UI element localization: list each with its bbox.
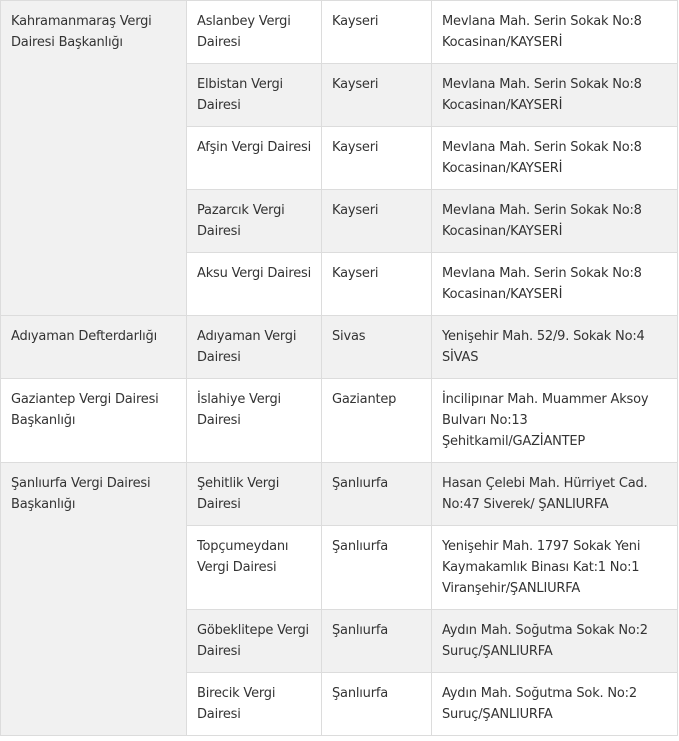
city-cell: Şanlıurfa bbox=[322, 673, 432, 736]
city-cell: Gaziantep bbox=[322, 379, 432, 463]
address-cell: Mevlana Mah. Serin Sokak No:8 Kocasinan/KAYSERİ bbox=[432, 190, 678, 253]
group-cell: Gaziantep Vergi Dairesi Başkanlığı bbox=[1, 379, 187, 463]
office-cell: Topçumeydanı Vergi Dairesi bbox=[187, 526, 322, 610]
address-cell: Hasan Çelebi Mah. Hürriyet Cad. No:47 Siverek/ ŞANLIURFA bbox=[432, 463, 678, 526]
address-cell: Mevlana Mah. Serin Sokak No:8 Kocasinan/KAYSERİ bbox=[432, 127, 678, 190]
office-cell: Şehitlik Vergi Dairesi bbox=[187, 463, 322, 526]
group-cell: Kahramanmaraş Vergi Dairesi Başkanlığı bbox=[1, 1, 187, 316]
city-cell: Kayseri bbox=[322, 1, 432, 64]
office-cell: Birecik Vergi Dairesi bbox=[187, 673, 322, 736]
address-cell: Mevlana Mah. Serin Sokak No:8 Kocasinan/KAYSERİ bbox=[432, 1, 678, 64]
office-cell: Adıyaman Vergi Dairesi bbox=[187, 316, 322, 379]
city-cell: Kayseri bbox=[322, 127, 432, 190]
city-cell: Şanlıurfa bbox=[322, 463, 432, 526]
office-cell: Göbeklitepe Vergi Dairesi bbox=[187, 610, 322, 673]
group-cell: Adıyaman Defterdarlığı bbox=[1, 316, 187, 379]
office-cell: Elbistan Vergi Dairesi bbox=[187, 64, 322, 127]
group-cell: Şanlıurfa Vergi Dairesi Başkanlığı bbox=[1, 463, 187, 736]
address-cell: İncilipınar Mah. Muammer Aksoy Bulvarı No:13 Şehitkamil/GAZİANTEP bbox=[432, 379, 678, 463]
address-cell: Mevlana Mah. Serin Sokak No:8 Kocasinan/KAYSERİ bbox=[432, 64, 678, 127]
city-cell: Kayseri bbox=[322, 253, 432, 316]
address-cell: Yenişehir Mah. 52/9. Sokak No:4 SİVAS bbox=[432, 316, 678, 379]
office-cell: Pazarcık Vergi Dairesi bbox=[187, 190, 322, 253]
city-cell: Şanlıurfa bbox=[322, 526, 432, 610]
address-cell: Aydın Mah. Soğutma Sok. No:2 Suruç/ŞANLIURFA bbox=[432, 673, 678, 736]
table-row bbox=[1, 1, 678, 64]
office-cell: Aksu Vergi Dairesi bbox=[187, 253, 322, 316]
city-cell: Kayseri bbox=[322, 64, 432, 127]
office-cell: İslahiye Vergi Dairesi bbox=[187, 379, 322, 463]
city-cell: Şanlıurfa bbox=[322, 610, 432, 673]
table-row bbox=[1, 463, 678, 526]
office-cell: Afşin Vergi Dairesi bbox=[187, 127, 322, 190]
address-cell: Mevlana Mah. Serin Sokak No:8 Kocasinan/KAYSERİ bbox=[432, 253, 678, 316]
address-cell: Aydın Mah. Soğutma Sokak No:2 Suruç/ŞANLIURFA bbox=[432, 610, 678, 673]
city-cell: Sivas bbox=[322, 316, 432, 379]
address-cell: Yenişehir Mah. 1797 Sokak Yeni Kaymakamlık Binası Kat:1 No:1 Viranşehir/ŞANLIURFA bbox=[432, 526, 678, 610]
table-row bbox=[1, 316, 678, 379]
table-row bbox=[1, 379, 678, 463]
office-cell: Aslanbey Vergi Dairesi bbox=[187, 1, 322, 64]
city-cell: Kayseri bbox=[322, 190, 432, 253]
